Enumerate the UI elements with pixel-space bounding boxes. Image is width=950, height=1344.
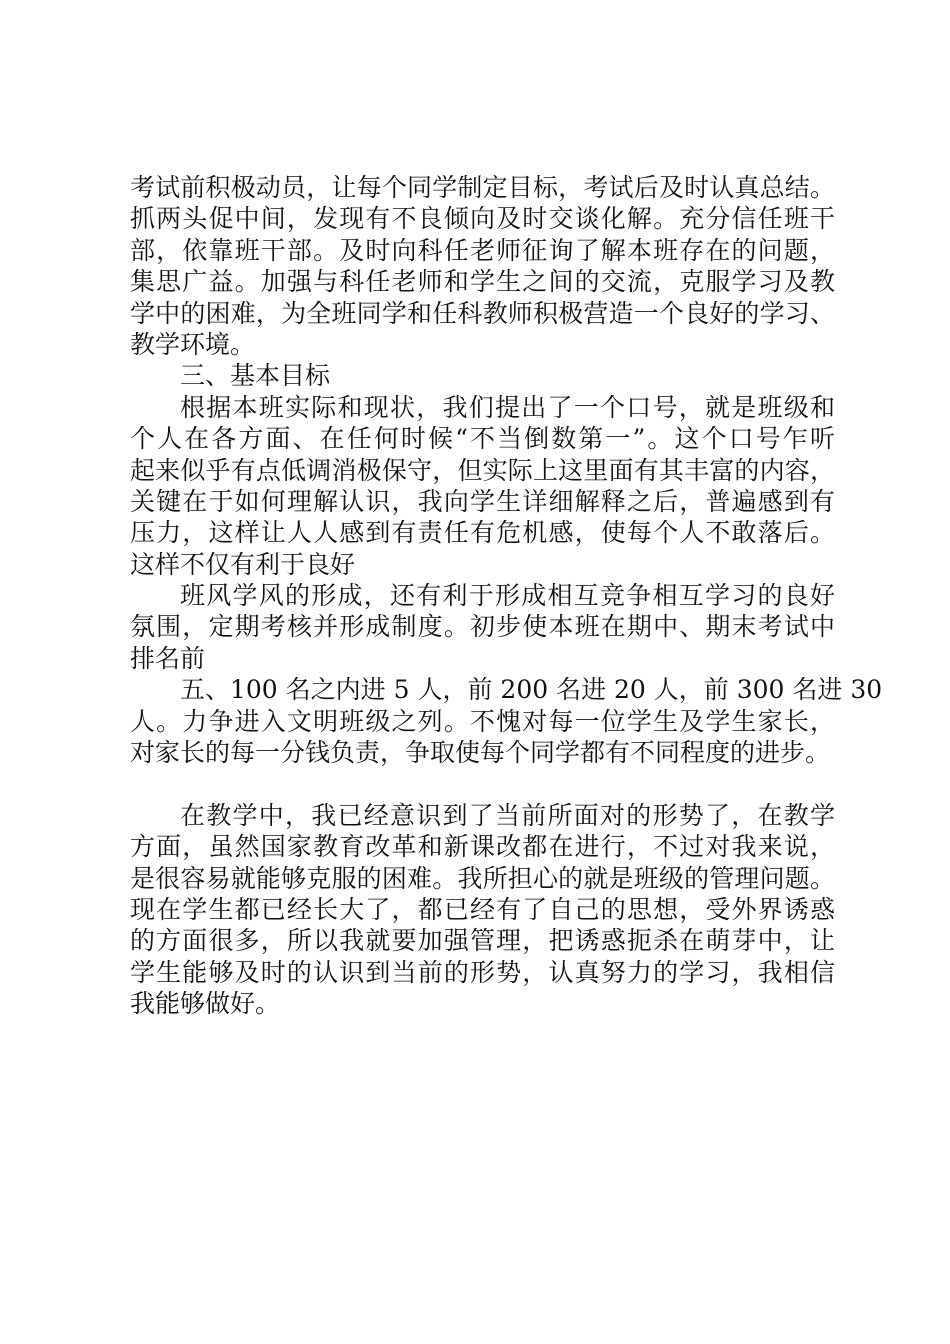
- text-line: 氛围，定期考核并形成制度。初步使本班在期中、期末考试中: [130, 612, 835, 642]
- section-heading: 三、基本目标: [180, 361, 331, 391]
- paragraph-ranking-goals: [130, 674, 883, 768]
- text-line: 方面，虽然国家教育改革和新课改都在进行，不过对我来说，: [130, 832, 835, 862]
- document-body: [130, 172, 883, 1020]
- text-line: 压力，这样让人人感到有责任有危机感，使每个人不敢落后。: [130, 518, 835, 548]
- text-line: 我能够做好。: [130, 989, 281, 1019]
- text-line: 五、100 名之内进 5 人，前 200 名进 20 人，前 300 名进 30: [180, 675, 883, 705]
- text-line: 在教学中，我已经意识到了当前所面对的形势了，在教学: [180, 800, 835, 830]
- section-heading-basic-goals: [130, 360, 835, 391]
- text-line: 班风学风的形成，还有利于形成相互竞争相互学习的良好: [180, 581, 835, 611]
- text-line: 考试前积极动员，让每个同学制定目标，考试后及时认真总结。: [130, 173, 835, 202]
- text-line: 教学环境。: [130, 329, 256, 359]
- paragraph-slogan: [130, 392, 835, 580]
- text-line: 关键在于如何理解认识，我向学生详细解释之后，普遍感到有: [130, 486, 835, 516]
- paragraph-teaching-reflection: [130, 800, 835, 1020]
- text-line: 这样不仅有利于良好: [130, 549, 356, 579]
- text-line: 学生能够及时的认识到当前的形势，认真努力的学习，我相信: [130, 957, 835, 987]
- text-line: 的方面很多，所以我就要加强管理，把诱惑扼杀在萌芽中，让: [130, 926, 835, 956]
- text-line: 个人在各方面、在任何时候“不当倒数第一”。这个口号乍听: [130, 424, 835, 454]
- paragraph-class-atmosphere: [130, 580, 835, 674]
- text-line: 根据本班实际和现状，我们提出了一个口号，就是班级和: [180, 392, 835, 422]
- text-line: 学中的困难，为全班同学和任科教师积极营造一个良好的学习、: [130, 298, 835, 328]
- text-line: 集思广益。加强与科任老师和学生之间的交流，克服学习及教: [130, 267, 835, 297]
- text-line: 抓两头促中间，发现有不良倾向及时交谈化解。充分信任班干: [130, 204, 835, 234]
- text-line: 对家长的每一分钱负责，争取使每个同学都有不同程度的进步。: [130, 738, 831, 768]
- text-line: 现在学生都已经长大了，都已经有了自己的思想，受外界诱惑: [130, 894, 835, 924]
- text-line: 排名前: [130, 643, 206, 673]
- text-line: 是很容易就能够克服的困难。我所担心的就是班级的管理问题。: [130, 863, 835, 893]
- text-line: 起来似乎有点低调消极保守，但实际上这里面有其丰富的内容，: [130, 455, 835, 485]
- text-line: 人。力争进入文明班级之列。不愧对每一位学生及学生家长，: [130, 706, 835, 736]
- paragraph-spacer: [130, 768, 835, 799]
- text-line: 部，依靠班干部。及时向科任老师征询了解本班存在的问题，: [130, 235, 835, 265]
- paragraph-class-management: [130, 172, 835, 360]
